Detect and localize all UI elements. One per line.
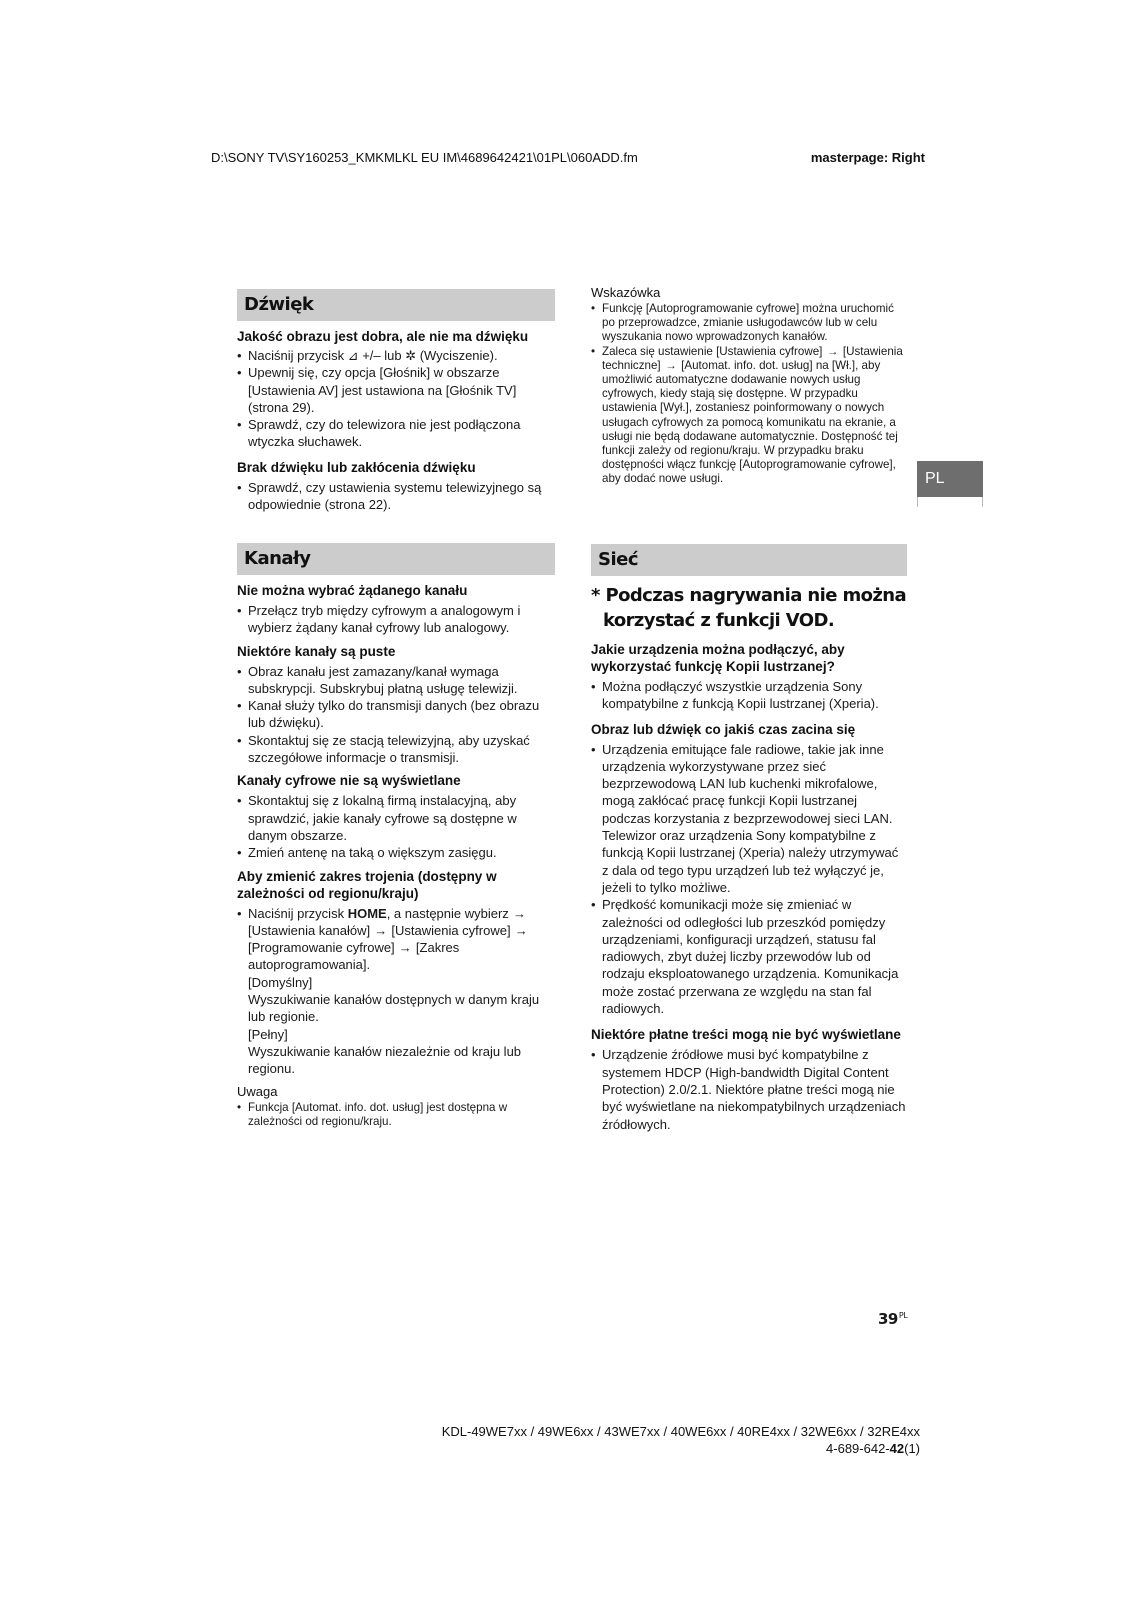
text: Naciśnij przycisk [248, 905, 348, 921]
vod-note: * Podczas nagrywania nie można korzystać z funkcji VOD. [591, 585, 907, 631]
heading: Jakie urządzenia można podłączyć, aby wykorzystać funkcję Kopii lustrzanej? [591, 642, 845, 674]
section-dzwiek [237, 289, 555, 513]
list-item: • Urządzenia emitujące fale radiowe, takie jak inne urządzenia wykorzystywane przez sieć bezprzewodową LAN lub kuchenki mikrofalowe, mogą zakłócać pracę funkcji Kopii lustrzanej podczas korzystania z bezprzewodowej sieci LAN. Telewizor oraz urządzenia Sony kompatybilne z funkcją Kopii lustrzanej (Xperia) należy utrzymywać z dala od tego typu urządzeń lub też wyłączyć je, jeżeli to tylko możliwe. [591, 741, 907, 897]
bullet-list [591, 1046, 907, 1132]
page-number-value: 39 [878, 1310, 898, 1328]
home-key-label: HOME [347, 905, 387, 921]
text: [Zakres autoprogramowania]. [248, 940, 460, 973]
text: [Ustawienia kanałów] [248, 922, 371, 938]
arrow-right-icon: → [398, 940, 412, 956]
bullet-list [237, 602, 555, 637]
language-tab-guide [917, 497, 983, 507]
section-siec [591, 544, 907, 1133]
code-suffix: (1) [904, 1441, 920, 1456]
list-item [591, 345, 907, 487]
text: [Programowanie cyfrowe] [248, 940, 395, 956]
list-item: • Skontaktuj się z lokalną firmą instalacyjną, aby sprawdzić, jakie kanały cyfrowe są dostępne w danym obszarze. [237, 792, 555, 844]
text: [Ustawienia cyfrowe] [391, 922, 511, 938]
bullet-list [237, 792, 555, 861]
document-code [442, 1440, 920, 1457]
masterpage-label: masterpage: Right [810, 150, 925, 165]
language-tab: PL [917, 461, 983, 497]
option-description: Wyszukiwanie kanałów dostępnych w danym kraju lub regionie. [248, 992, 540, 1025]
list-item: • Upewnij się, czy opcja [Głośnik] w obszarze [Ustawienia AV] jest ustawiona na [Głośnik TV] (strona 29). [237, 364, 555, 416]
text: , a następnie wybierz [386, 905, 509, 921]
list-item: • Urządzenie źródłowe musi być kompatybilne z systemem HDCP (High-bandwidth Digital Content Protection) 2.0/2.1. Niektóre płatne treści mogą nie być wyświetlane na niekompatybilnych urządzeniach źródłowych. [591, 1046, 907, 1132]
list-item: • Funkcję [Autoprogramowanie cyfrowe] można uruchomić po przeprowadzce, zmianie usługodawców lub w celu wyszukania nowo wprowadzonych kanałów. [591, 302, 907, 345]
arrow-right-icon: → [826, 344, 839, 358]
list-item [237, 905, 555, 974]
list-item: • Sprawdź, czy ustawienia systemu telewizyjnego są odpowiednie (strona 22). [237, 479, 555, 514]
note-title: Uwaga [237, 1083, 278, 1099]
list-item: • Można podłączyć wszystkie urządzenia Sony kompatybilne z funkcją Kopii lustrzanej (Xperia). [591, 678, 907, 713]
option-label: [Domyślny] [248, 974, 313, 990]
footer [442, 1423, 920, 1457]
arrow-right-icon: → [512, 905, 526, 921]
file-path: D:\SONY TV\SY160253_KMKMLKL EU IM\4689642421\01PL\060ADD.fm [211, 150, 638, 165]
code-bold: 42 [889, 1441, 905, 1456]
list-item: • Przełącz tryb między cyfrowym a analogowym i wybierz żądany kanał cyfrowy lub analogowy. [237, 602, 555, 637]
bullet-list [591, 678, 907, 713]
option-label: [Pełny] [248, 1026, 288, 1042]
heading: Brak dźwięku lub zakłócenia dźwięku [237, 459, 476, 475]
bullet-list [591, 741, 907, 1018]
list-item: • Naciśnij przycisk ⊿ +/– lub ✲ (Wyciszenie). [237, 347, 555, 364]
list-item: • Funkcja [Automat. info. dot. usług] jest dostępna w zależności od regionu/kraju. [237, 1101, 555, 1129]
section-title-kanaly: Kanały [237, 543, 555, 575]
section-title-dzwiek: Dźwięk [237, 289, 555, 321]
section-wskazowka [591, 284, 907, 487]
list-item: • Kanał służy tylko do transmisji danych (bez obrazu lub dźwięku). [237, 697, 555, 732]
bullet-list [237, 1101, 555, 1129]
bullet-list [591, 302, 907, 487]
page-language-suffix: PL [898, 1311, 908, 1320]
heading: Kanały cyfrowe nie są wyświetlane [237, 773, 461, 789]
heading: Obraz lub dźwięk co jakiś czas zacina się [591, 721, 856, 737]
code-prefix: 4-689-642- [826, 1441, 890, 1456]
text: [Automat. info. dot. usług] na [Wł.], aby umożliwić automatyczne dodawanie nowych usług cyfrowych, kiedy stają się dostępne. W przypadku ustawienia [Wył.], zostaniesz poinformowany o nowych usługach cyfrowych za pomocą komunikatu na ekranie, a usługi nie będą dodawane automatycznie. Dostępność tej funkcji zależy od regionu/kraju. W przypadku braku dostępności włącz funkcję [Autoprogramowanie cyfrowe], aby dodać nowe usługi. [602, 358, 898, 486]
arrow-right-icon: → [374, 922, 388, 938]
list-item: • Skontaktuj się ze stacją telewizyjną, aby uzyskać szczegółowe informacje o transmisji. [237, 732, 555, 767]
arrow-right-icon: → [514, 922, 528, 938]
heading: Aby zmienić zakres trojenia (dostępny w zależności od regionu/kraju) [237, 868, 497, 901]
tip-title: Wskazówka [591, 285, 661, 300]
heading: Niektóre kanały są puste [237, 643, 396, 659]
section-kanaly [237, 543, 555, 1129]
bullet-list [237, 347, 555, 451]
bullet-list [237, 663, 555, 767]
section-title-siec: Sieć [591, 544, 907, 576]
list-item: • Zmień antenę na taką o większym zasięgu. [237, 844, 555, 861]
list-item: • Sprawdź, czy do telewizora nie jest podłączona wtyczka słuchawek. [237, 416, 555, 451]
text: Zaleca się ustawienie [Ustawienia cyfrowe] [602, 344, 823, 358]
heading: Jakość obrazu jest dobra, ale nie ma dźwięku [237, 329, 529, 344]
option-description: Wyszukiwanie kanałów niezależnie od kraju lub regionu. [248, 1043, 522, 1077]
model-list: KDL-49WE7xx / 49WE6xx / 43WE7xx / 40WE6xx / 40RE4xx / 32WE6xx / 32RE4xx [441, 1424, 920, 1439]
heading: Nie można wybrać żądanego kanału [237, 583, 468, 598]
page-number [878, 1310, 907, 1328]
text: [Ustawienia techniczne] [602, 344, 903, 372]
list-item: • Prędkość komunikacji może się zmieniać w zależności od odległości lub przeszkód pomiędzy urządzeniami, konfiguracji urządzeń, statusu fal radiowych, zbyt dużej liczby przewodów lub od rodzaju eksploatowanego urządzenia. Komunikacja może zostać przerwana ze względu na stan fal radiowych. [591, 896, 907, 1017]
list-item: • Obraz kanału jest zamazany/kanał wymaga subskrypcji. Subskrybuj płatną usługę telewizji. [237, 663, 555, 698]
heading: Niektóre płatne treści mogą nie być wyświetlane [591, 1027, 901, 1043]
bullet-list [237, 905, 555, 974]
bullet-list [237, 479, 555, 514]
arrow-right-icon: → [665, 358, 677, 372]
